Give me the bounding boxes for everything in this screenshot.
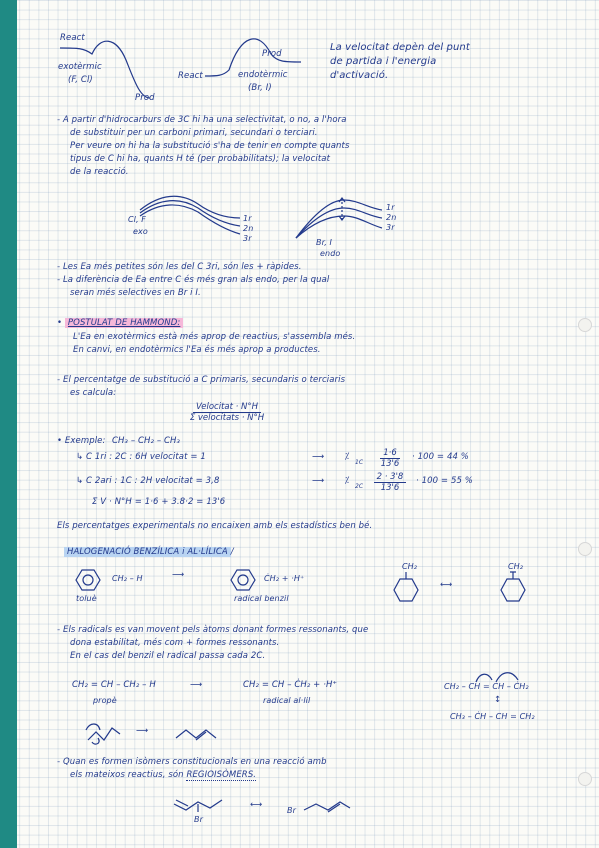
notebook-binding-strip (0, 0, 17, 848)
formula-denominator: Σ velocitats · N°H (189, 413, 265, 423)
example-label: • Exemple: (57, 436, 106, 446)
row2-subscript: 2C (355, 483, 364, 490)
allyl-resonance-top: CH₂ – CH = CH – ĊH₂ (444, 682, 529, 691)
text-line: Per veure on hi ha la substitució s'ha de tenir en compte quants (70, 141, 350, 151)
text-line: En canvi, en endotèrmics l'Ea és més aprop a productes. (73, 345, 321, 355)
propene-formula: CH₂ = CH – CH₂ – H (72, 680, 156, 690)
exo-tag: exo (133, 227, 148, 236)
exo-halogens: Cl, F (128, 215, 146, 224)
row2-fraction (366, 472, 414, 493)
benzyl-radical-structure (225, 567, 265, 593)
example-molecule: CH₃ – CH₂ – CH₃ (112, 436, 181, 446)
resonance-arrow: ⟷ (440, 580, 453, 590)
text-line: - Les Ea més petites són les del C 3ri, són les + ràpides. (57, 262, 302, 272)
row-arrow: ⟶ (312, 476, 325, 486)
bromo-label: Br (194, 815, 203, 824)
row1-denominator: 13'6 (380, 459, 400, 469)
benzyl-radical-name: radical benzil (234, 594, 289, 603)
endo-products-label: Prod (262, 49, 282, 59)
resonance-arrow: ↕ (494, 695, 502, 705)
example-sum: Σ V · N°H = 1·6 + 3.8·2 = 13'6 (92, 497, 226, 507)
text-line: seran més selectives en Br i I. (70, 288, 201, 298)
row2-denominator: 13'6 (380, 483, 400, 493)
curve-label-secondary: 2n (386, 213, 397, 222)
row1-result-prefix: ⁒ (345, 452, 349, 462)
endo-label: endotèrmic (238, 70, 288, 80)
benzyl-resonance-structure (495, 574, 531, 608)
resonance-arrow: ⟷ (250, 800, 263, 810)
reaction-arrow: ⟶ (136, 726, 149, 736)
example-row-primary: ↳ C 1ri : 2C : 6H velocitat = 1 (76, 452, 206, 462)
row1-subscript: 1C (355, 459, 364, 466)
halogenation-heading: HALOGENACIÓ BENZÍLICA i AL·LÍLICA / (64, 548, 234, 558)
toluene-structure (70, 567, 110, 593)
endo-halogens: Br, I (316, 238, 332, 247)
text-line: de la reacció. (70, 167, 129, 177)
punch-hole (578, 542, 592, 556)
row1-result: · 100 = 44 % (412, 452, 469, 462)
text-line: - A partir d'hidrocarburs de 3C hi ha una selectivitat, o no, a l'hora (57, 115, 347, 125)
text-line: tipus de C hi ha, quants H té (per probabilitats); la velocitat (70, 154, 331, 164)
row-arrow: ⟶ (312, 452, 325, 462)
text-line: - El percentatge de substitució a C primaris, secundaris o terciaris (57, 375, 346, 385)
benzyl-radical-group: ĊH₂ + ·H⁺ (264, 574, 305, 583)
toluene-ch2h-group: CH₂ – H (112, 574, 143, 583)
text-line: - Els radicals es van movent pels àtoms donant formes ressonants, que (57, 625, 369, 635)
curve-label-tertiary: 3r (386, 223, 395, 232)
regioisomer-term: REGIOISÒMERS. (186, 770, 257, 780)
endo-reactants-label: React (178, 71, 203, 81)
punch-hole (578, 318, 592, 332)
curve-label-tertiary: 3r (243, 234, 252, 243)
activation-note-line: de partida i l'energia (330, 56, 437, 67)
exo-products-label: Prod (135, 93, 155, 103)
regioisomer-sentence: els mateixos reactius, són (70, 770, 184, 780)
skeletal-alkene-sketch (172, 722, 222, 746)
text-line: - La diferència de Ea entre C és més gran als endo, per la qual (57, 275, 330, 285)
punch-hole (578, 772, 592, 786)
row1-numerator: 1·6 (380, 448, 400, 459)
allyl-radical-formula: CH₂ = CH – ĊH₂ + ·H⁺ (243, 680, 338, 690)
halogenation-title: HALOGENACIÓ BENZÍLICA i AL·LÍLICA (64, 547, 231, 557)
benzyl-resonance-structure (388, 574, 424, 608)
exo-halogens-label: (F, Cl) (68, 75, 93, 85)
text-line: L'Ea en exotèrmics està més aprop de reactius, s'assembla més. (73, 332, 356, 342)
percent-formula (162, 402, 292, 423)
row2-result-prefix: ⁒ (345, 476, 349, 486)
text-line: Els percentatges experimentals no encaixen amb els estadístics ben bé. (57, 521, 373, 531)
hammond-title: POSTULAT DE HAMMOND: (65, 318, 183, 328)
exo-label: exotèrmic (58, 62, 102, 72)
skeletal-bromoalkene-sketch (300, 796, 356, 818)
propene-name: propè (93, 696, 117, 705)
curve-label-primary: 1r (386, 203, 395, 212)
resonance-ch2-label: CH₂ (402, 562, 418, 571)
reaction-arrow: ⟶ (190, 680, 203, 690)
curve-label-secondary: 2n (243, 224, 254, 233)
row2-result: · 100 = 55 % (416, 476, 473, 486)
text-line: - Quan es formen isòmers constitucionals en una reacció amb (57, 757, 327, 767)
allyl-radical-name: radical al·lil (263, 696, 311, 705)
activation-note-line: La velocitat depèn del punt (330, 42, 470, 53)
resonance-ch2-label: CH₂ (508, 562, 524, 571)
bromo-label: Br (287, 806, 296, 815)
text-line: En el cas del benzil el radical passa cada 2C. (70, 651, 266, 661)
allyl-resonance-bottom: CH₃ – ĊH – CH = CH₂ (450, 712, 535, 721)
formula-numerator: Velocitat · N°H (193, 402, 261, 413)
activation-note-line: d'activació. (330, 70, 389, 81)
text-line: es calcula: (70, 388, 117, 398)
toluene-name: toluè (76, 594, 97, 603)
text-line: de substituir per un carboni primari, secundari o terciari. (70, 128, 318, 138)
skeletal-alkene-sketch (84, 714, 134, 748)
curve-label-primary: 1r (243, 214, 252, 223)
example-row-secondary: ↳ C 2ari : 1C : 2H velocitat = 3,8 (76, 476, 220, 486)
endo-tag: endo (320, 249, 341, 258)
text-line (70, 771, 256, 781)
exo-reactants-label: React (60, 33, 85, 43)
hammond-heading: • POSTULAT DE HAMMOND: (57, 319, 183, 329)
text-line: dona estabilitat, més com + formes ressonants. (70, 638, 280, 648)
row1-fraction (370, 448, 410, 469)
reaction-arrow: ⟶ (172, 570, 185, 580)
endo-halogens-label: (Br, I) (248, 83, 272, 93)
row2-numerator: 2 · 3'8 (374, 472, 407, 483)
